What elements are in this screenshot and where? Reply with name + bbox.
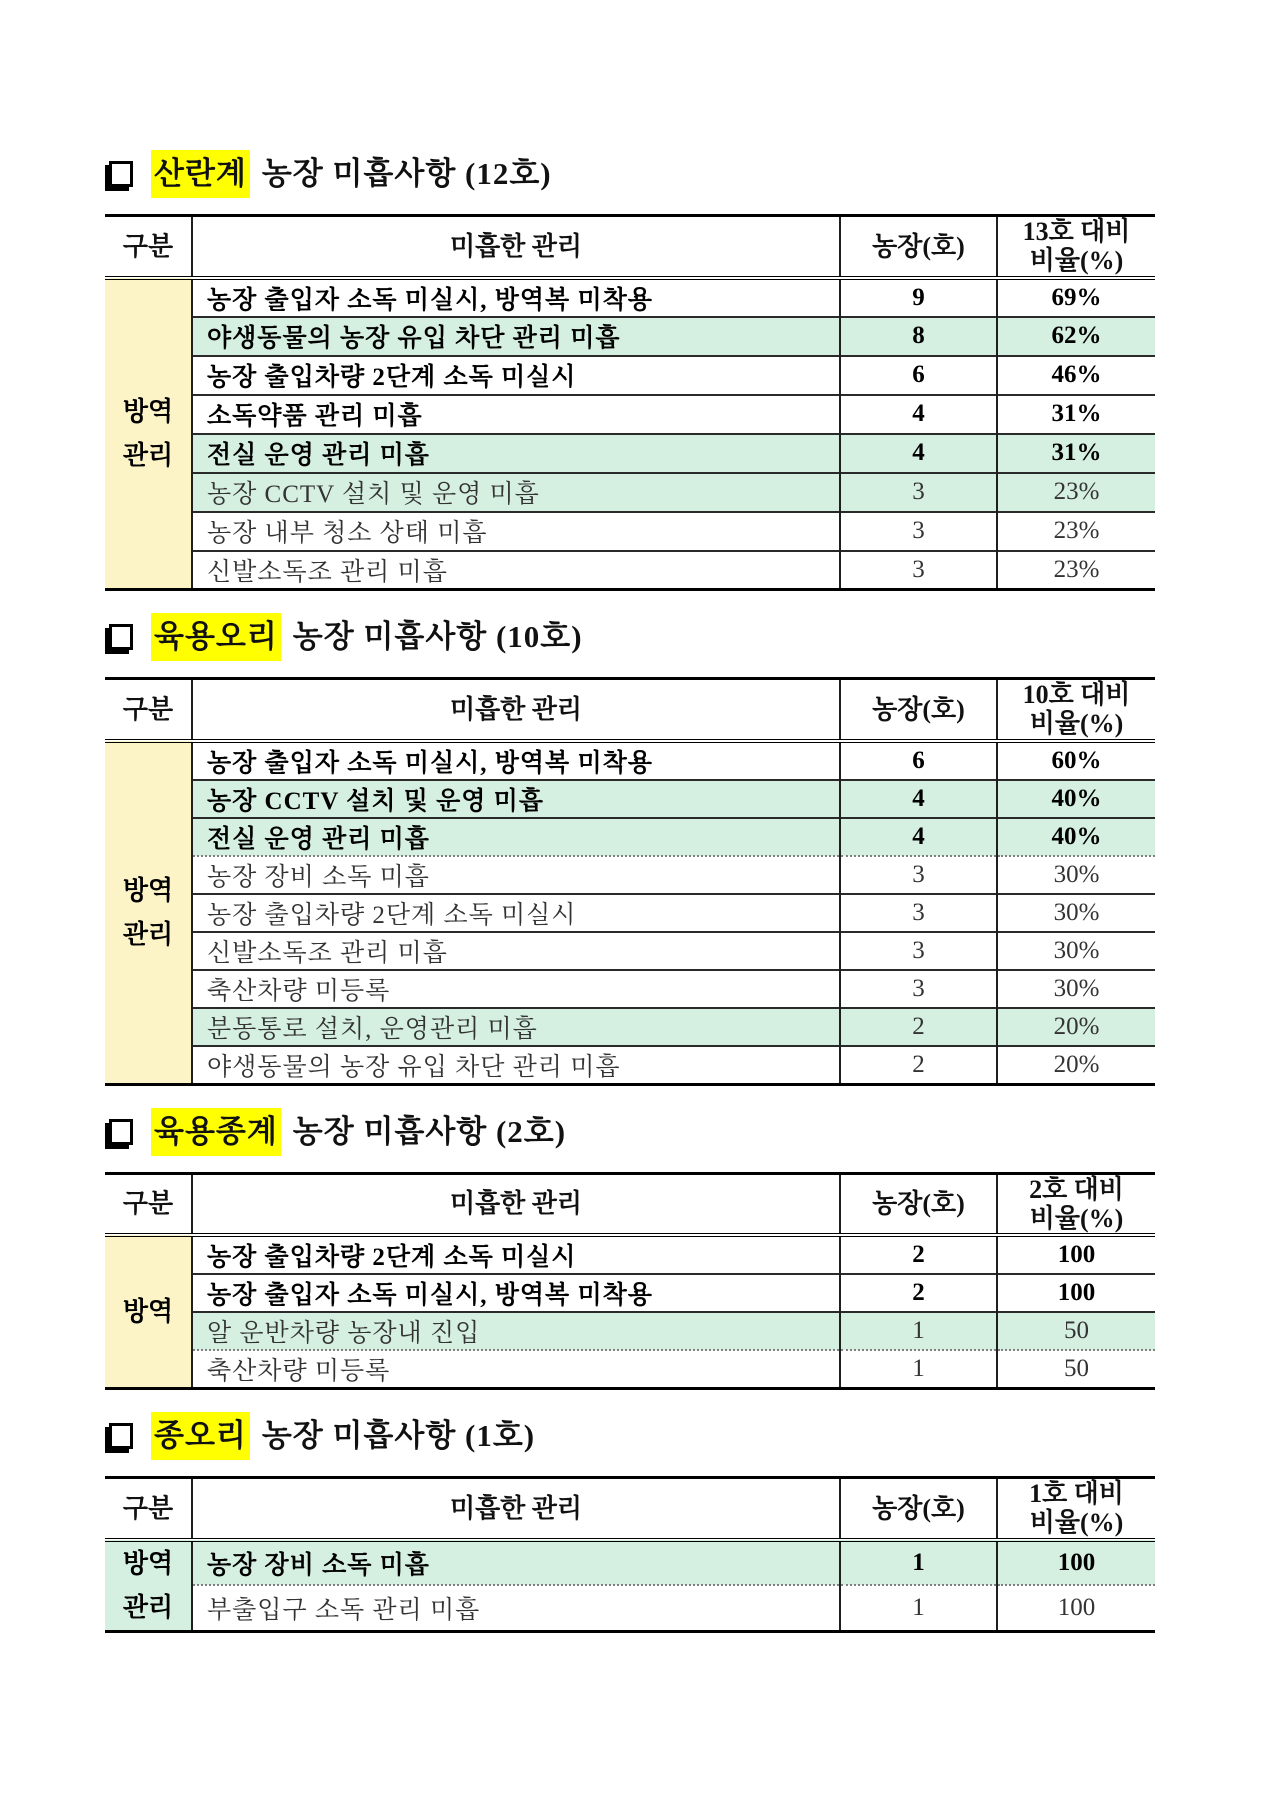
table-row xyxy=(105,434,1155,473)
table-header-row xyxy=(105,679,1155,741)
column-header-farms: 농장(호) xyxy=(840,679,997,741)
column-header-ratio-line: 비율(%) xyxy=(1029,709,1124,739)
table-row xyxy=(105,932,1155,970)
section-heading xyxy=(105,1412,1206,1460)
farm-count-cell: 2 xyxy=(840,1046,997,1085)
farm-count-cell: 4 xyxy=(840,434,997,473)
checkbox-icon xyxy=(109,1423,133,1449)
farm-count-cell: 4 xyxy=(840,780,997,818)
table-row xyxy=(105,395,1155,434)
ratio-cell: 100 xyxy=(997,1235,1155,1274)
ratio-cell: 20% xyxy=(997,1008,1155,1046)
farm-count-cell: 3 xyxy=(840,856,997,894)
issue-cell: 야생동물의 농장 유입 차단 관리 미흡 xyxy=(192,1046,840,1085)
farm-count-cell: 3 xyxy=(840,512,997,551)
issue-cell: 농장 내부 청소 상태 미흡 xyxy=(192,512,840,551)
report-section xyxy=(105,1108,1206,1391)
group-cell xyxy=(105,741,192,1085)
ratio-cell: 50 xyxy=(997,1312,1155,1350)
issue-cell: 전실 운영 관리 미흡 xyxy=(192,818,840,856)
checkbox-icon xyxy=(109,161,133,187)
column-header-group: 구분 xyxy=(105,679,192,741)
farm-count-cell: 1 xyxy=(840,1312,997,1350)
farm-count-cell: 8 xyxy=(840,317,997,356)
issue-cell: 축산차량 미등록 xyxy=(192,970,840,1008)
issue-cell: 야생동물의 농장 유입 차단 관리 미흡 xyxy=(192,317,840,356)
table-row xyxy=(105,317,1155,356)
checkbox-icon xyxy=(109,624,133,650)
column-header-ratio xyxy=(997,1173,1155,1235)
group-label-line: 방역 xyxy=(122,875,174,905)
ratio-cell: 30% xyxy=(997,894,1155,932)
issue-cell: 전실 운영 관리 미흡 xyxy=(192,434,840,473)
table-row xyxy=(105,1312,1155,1350)
table-row xyxy=(105,780,1155,818)
table-header-row xyxy=(105,1173,1155,1235)
deficiency-table xyxy=(105,1476,1155,1633)
issue-cell: 부출입구 소독 관리 미흡 xyxy=(192,1585,840,1631)
column-header-ratio-line: 10호 대비 xyxy=(1022,680,1131,710)
column-header-issue: 미흡한 관리 xyxy=(192,679,840,741)
column-header-group: 구분 xyxy=(105,216,192,278)
group-label-line: 관리 xyxy=(122,440,174,470)
column-header-farms: 농장(호) xyxy=(840,1478,997,1540)
issue-cell: 농장 장비 소독 미흡 xyxy=(192,856,840,894)
group-cell xyxy=(105,1235,192,1389)
ratio-cell: 62% xyxy=(997,317,1155,356)
farm-count-cell: 1 xyxy=(840,1350,997,1389)
column-header-ratio-line: 비율(%) xyxy=(1029,246,1124,276)
table-row xyxy=(105,1235,1155,1274)
table-row xyxy=(105,1350,1155,1389)
issue-cell: 축산차량 미등록 xyxy=(192,1350,840,1389)
column-header-issue: 미흡한 관리 xyxy=(192,1173,840,1235)
ratio-cell: 46% xyxy=(997,356,1155,395)
ratio-cell: 31% xyxy=(997,434,1155,473)
column-header-ratio xyxy=(997,1478,1155,1540)
farm-count-cell: 3 xyxy=(840,894,997,932)
issue-cell: 분동통로 설치, 운영관리 미흡 xyxy=(192,1008,840,1046)
section-title-highlight: 산란계 xyxy=(151,150,250,198)
group-label-line: 관리 xyxy=(122,1592,174,1622)
section-title-rest: 농장 미흡사항 (10호) xyxy=(292,619,583,654)
column-header-ratio-line: 1호 대비 xyxy=(1029,1479,1124,1509)
column-header-group: 구분 xyxy=(105,1478,192,1540)
issue-cell: 농장 CCTV 설치 및 운영 미흡 xyxy=(192,780,840,818)
table-header-row xyxy=(105,216,1155,278)
ratio-cell: 69% xyxy=(997,278,1155,317)
ratio-cell: 23% xyxy=(997,473,1155,512)
ratio-cell: 30% xyxy=(997,856,1155,894)
column-header-issue: 미흡한 관리 xyxy=(192,216,840,278)
report-section xyxy=(105,613,1206,1086)
ratio-cell: 40% xyxy=(997,780,1155,818)
deficiency-table xyxy=(105,677,1155,1086)
report-section xyxy=(105,1412,1206,1633)
ratio-cell: 100 xyxy=(997,1274,1155,1312)
issue-cell: 농장 출입자 소독 미실시, 방역복 미착용 xyxy=(192,278,840,317)
checkbox-icon xyxy=(109,1119,133,1145)
ratio-cell: 40% xyxy=(997,818,1155,856)
issue-cell: 농장 출입자 소독 미실시, 방역복 미착용 xyxy=(192,1274,840,1312)
table-row xyxy=(105,278,1155,317)
column-header-ratio-line: 13호 대비 xyxy=(1022,217,1131,247)
farm-count-cell: 6 xyxy=(840,356,997,395)
table-row xyxy=(105,856,1155,894)
issue-cell: 알 운반차량 농장내 진입 xyxy=(192,1312,840,1350)
group-label-line: 방역 xyxy=(122,1548,174,1578)
ratio-cell: 50 xyxy=(997,1350,1155,1389)
column-header-group: 구분 xyxy=(105,1173,192,1235)
farm-count-cell: 1 xyxy=(840,1585,997,1631)
ratio-cell: 31% xyxy=(997,395,1155,434)
table-row xyxy=(105,970,1155,1008)
table-row xyxy=(105,512,1155,551)
farm-count-cell: 3 xyxy=(840,551,997,590)
table-row xyxy=(105,1274,1155,1312)
deficiency-table xyxy=(105,1172,1155,1391)
farm-count-cell: 2 xyxy=(840,1274,997,1312)
group-label-line: 방역 xyxy=(122,396,174,426)
column-header-ratio-line: 비율(%) xyxy=(1029,1508,1124,1538)
ratio-cell: 23% xyxy=(997,512,1155,551)
farm-count-cell: 2 xyxy=(840,1235,997,1274)
section-heading xyxy=(105,613,1206,661)
farm-count-cell: 3 xyxy=(840,932,997,970)
table-row xyxy=(105,741,1155,780)
section-title-highlight: 종오리 xyxy=(151,1412,250,1460)
column-header-ratio-line: 비율(%) xyxy=(1029,1203,1124,1233)
section-title-rest: 농장 미흡사항 (2호) xyxy=(292,1113,567,1149)
issue-cell: 농장 출입차량 2단계 소독 미실시 xyxy=(192,894,840,932)
ratio-cell: 60% xyxy=(997,741,1155,780)
group-label-line: 방역 xyxy=(122,1297,174,1326)
issue-cell: 농장 출입차량 2단계 소독 미실시 xyxy=(192,356,840,395)
ratio-cell: 100 xyxy=(997,1540,1155,1586)
table-row xyxy=(105,1585,1155,1631)
farm-count-cell: 3 xyxy=(840,970,997,1008)
issue-cell: 농장 출입차량 2단계 소독 미실시 xyxy=(192,1235,840,1274)
column-header-farms: 농장(호) xyxy=(840,1173,997,1235)
ratio-cell: 30% xyxy=(997,970,1155,1008)
farm-count-cell: 4 xyxy=(840,818,997,856)
group-label-line: 관리 xyxy=(122,919,174,949)
farm-count-cell: 6 xyxy=(840,741,997,780)
table-header-row xyxy=(105,1478,1155,1540)
farm-count-cell: 2 xyxy=(840,1008,997,1046)
table-row xyxy=(105,1046,1155,1085)
section-title-rest: 농장 미흡사항 (12호) xyxy=(261,156,552,191)
ratio-cell: 20% xyxy=(997,1046,1155,1085)
farm-count-cell: 3 xyxy=(840,473,997,512)
issue-cell: 농장 출입자 소독 미실시, 방역복 미착용 xyxy=(192,741,840,780)
document-page xyxy=(105,150,1206,1633)
table-row xyxy=(105,894,1155,932)
section-title-highlight: 육용오리 xyxy=(151,613,281,661)
section-heading xyxy=(105,150,1206,198)
table-row xyxy=(105,1540,1155,1586)
issue-cell: 신발소독조 관리 미흡 xyxy=(192,551,840,590)
section-title-rest: 농장 미흡사항 (1호) xyxy=(261,1418,536,1453)
table-row xyxy=(105,551,1155,590)
section-title-highlight: 육용종계 xyxy=(151,1108,281,1156)
report-section xyxy=(105,150,1206,591)
column-header-farms: 농장(호) xyxy=(840,216,997,278)
issue-cell: 농장 장비 소독 미흡 xyxy=(192,1540,840,1586)
column-header-issue: 미흡한 관리 xyxy=(192,1478,840,1540)
table-row xyxy=(105,473,1155,512)
farm-count-cell: 4 xyxy=(840,395,997,434)
group-cell xyxy=(105,278,192,590)
column-header-ratio-line: 2호 대비 xyxy=(1029,1174,1124,1204)
ratio-cell: 30% xyxy=(997,932,1155,970)
farm-count-cell: 9 xyxy=(840,278,997,317)
issue-cell: 농장 CCTV 설치 및 운영 미흡 xyxy=(192,473,840,512)
group-cell xyxy=(105,1540,192,1632)
table-row xyxy=(105,818,1155,856)
deficiency-table xyxy=(105,214,1155,591)
ratio-cell: 23% xyxy=(997,551,1155,590)
table-row xyxy=(105,356,1155,395)
column-header-ratio xyxy=(997,216,1155,278)
ratio-cell: 100 xyxy=(997,1585,1155,1631)
issue-cell: 신발소독조 관리 미흡 xyxy=(192,932,840,970)
farm-count-cell: 1 xyxy=(840,1540,997,1586)
column-header-ratio xyxy=(997,679,1155,741)
issue-cell: 소독약품 관리 미흡 xyxy=(192,395,840,434)
table-row xyxy=(105,1008,1155,1046)
section-heading xyxy=(105,1108,1206,1156)
